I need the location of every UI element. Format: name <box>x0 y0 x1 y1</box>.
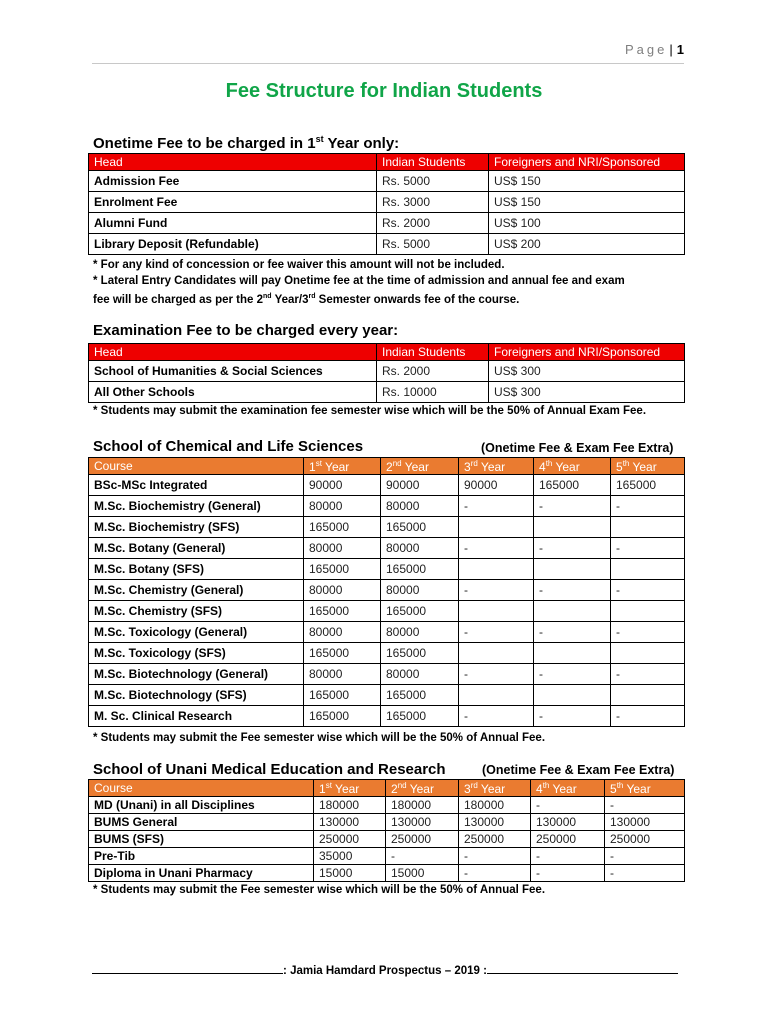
column-header: 3rd Year <box>459 458 534 475</box>
column-header: Course <box>89 458 304 475</box>
lateral-entry-note-cont: fee will be charged as per the 2nd Year/3rd Semester onwards fee of the course. <box>93 293 520 306</box>
column-header: Head <box>89 344 377 361</box>
table-row: Pre-Tib 35000 - - - - <box>89 848 685 865</box>
onetime-notes <box>93 257 625 308</box>
onetime-fee-table <box>88 153 685 255</box>
table-header-row <box>89 344 685 361</box>
table-row: M.Sc. Chemistry (SFS) 165000 165000 <box>89 601 685 622</box>
table-row: M.Sc. Biotechnology (SFS) 165000 165000 <box>89 685 685 706</box>
table-row: BUMS (SFS) 250000 250000 250000 250000 250000 <box>89 831 685 848</box>
column-header: Foreigners and NRI/Sponsored <box>489 344 685 361</box>
chemical-fee-table <box>88 457 685 727</box>
table-row: M.Sc. Biochemistry (SFS) 165000 165000 <box>89 517 685 538</box>
unani-note: * Students may submit the Fee semester wise which will be the 50% of Annual Fee. <box>93 884 546 896</box>
exam-heading: Examination Fee to be charged every year: <box>93 322 399 339</box>
unani-table-body <box>89 797 685 882</box>
column-header: 1st Year <box>304 458 381 475</box>
table-row: M.Sc. Biochemistry (General) 80000 80000 - - - <box>89 496 685 517</box>
column-header: Indian Students <box>377 344 489 361</box>
table-row: Diploma in Unani Pharmacy 15000 15000 - - - <box>89 865 685 882</box>
column-header: Head <box>89 154 377 171</box>
column-header: 5th Year <box>611 458 685 475</box>
table-row: M.Sc. Toxicology (SFS) 165000 165000 <box>89 643 685 664</box>
column-header: 3rd Year <box>459 780 531 797</box>
exam-note: * Students may submit the examination fee semester wise which will be the 50% of Annual Exam Fee. <box>93 405 647 417</box>
column-header: 4th Year <box>531 780 605 797</box>
table-header-row <box>89 154 685 171</box>
table-row: BSc-MSc Integrated 90000 90000 90000 165000 165000 <box>89 475 685 496</box>
table-row: School of Humanities & Social Sciences Rs. 2000 US$ 300 <box>89 361 685 382</box>
column-header: Course <box>89 780 314 797</box>
page-separator: | <box>669 42 673 57</box>
table-row: MD (Unani) in all Disciplines 180000 180000 180000 - - <box>89 797 685 814</box>
unani-heading: School of Unani Medical Education and Research <box>93 761 446 778</box>
table-row: M.Sc. Biotechnology (General) 80000 80000 - - - <box>89 664 685 685</box>
table-row: Alumni Fund Rs. 2000 US$ 100 <box>89 213 685 234</box>
chemical-heading: School of Chemical and Life Sciences <box>93 438 364 455</box>
table-row: M.Sc. Chemistry (General) 80000 80000 - - - <box>89 580 685 601</box>
table-row: Admission Fee Rs. 5000 US$ 150 <box>89 171 685 192</box>
exam-fee-table <box>88 343 685 403</box>
document-title: Fee Structure for Indian Students <box>225 80 543 102</box>
table-row: M.Sc. Toxicology (General) 80000 80000 - - - <box>89 622 685 643</box>
column-header: 1st Year <box>314 780 386 797</box>
chemical-extra-note: (Onetime Fee & Exam Fee Extra) <box>481 441 674 455</box>
column-header: 4th Year <box>534 458 611 475</box>
table-row: BUMS General 130000 130000 130000 130000 130000 <box>89 814 685 831</box>
unani-extra-note: (Onetime Fee & Exam Fee Extra) <box>482 763 675 777</box>
column-header: Indian Students <box>377 154 489 171</box>
lateral-entry-note: * Lateral Entry Candidates will pay Onetime fee at the time of admission and annual fee and exam <box>93 275 625 287</box>
unani-fee-table <box>88 779 685 882</box>
onetime-heading: Onetime Fee to be charged in 1st Year only: <box>93 134 400 152</box>
footer-rule-left <box>92 973 283 974</box>
concession-note: * For any kind of concession or fee waiver this amount will not be included. <box>93 259 505 271</box>
table-row: Enrolment Fee Rs. 3000 US$ 150 <box>89 192 685 213</box>
table-row: All Other Schools Rs. 10000 US$ 300 <box>89 382 685 403</box>
column-header: 5th Year <box>605 780 685 797</box>
table-header-row <box>89 458 685 475</box>
chemical-table-body <box>89 475 685 727</box>
footer-rule-right <box>487 973 678 974</box>
table-row: M.Sc. Botany (SFS) 165000 165000 <box>89 559 685 580</box>
column-header: Foreigners and NRI/Sponsored <box>489 154 685 171</box>
page-label: Page <box>625 42 668 57</box>
table-row: M.Sc. Botany (General) 80000 80000 - - - <box>89 538 685 559</box>
page-number: 1 <box>676 42 684 57</box>
chemical-note: * Students may submit the Fee semester wise which will be the 50% of Annual Fee. <box>93 732 546 744</box>
column-header: 2nd Year <box>386 780 459 797</box>
footer-text: : Jamia Hamdard Prospectus – 2019 : <box>283 965 487 977</box>
page-footer <box>92 965 678 977</box>
table-row: M. Sc. Clinical Research 165000 165000 - - - <box>89 706 685 727</box>
column-header: 2nd Year <box>381 458 459 475</box>
page-header <box>92 42 684 64</box>
table-header-row <box>89 780 685 797</box>
table-row: Library Deposit (Refundable) Rs. 5000 US$ 200 <box>89 234 685 255</box>
